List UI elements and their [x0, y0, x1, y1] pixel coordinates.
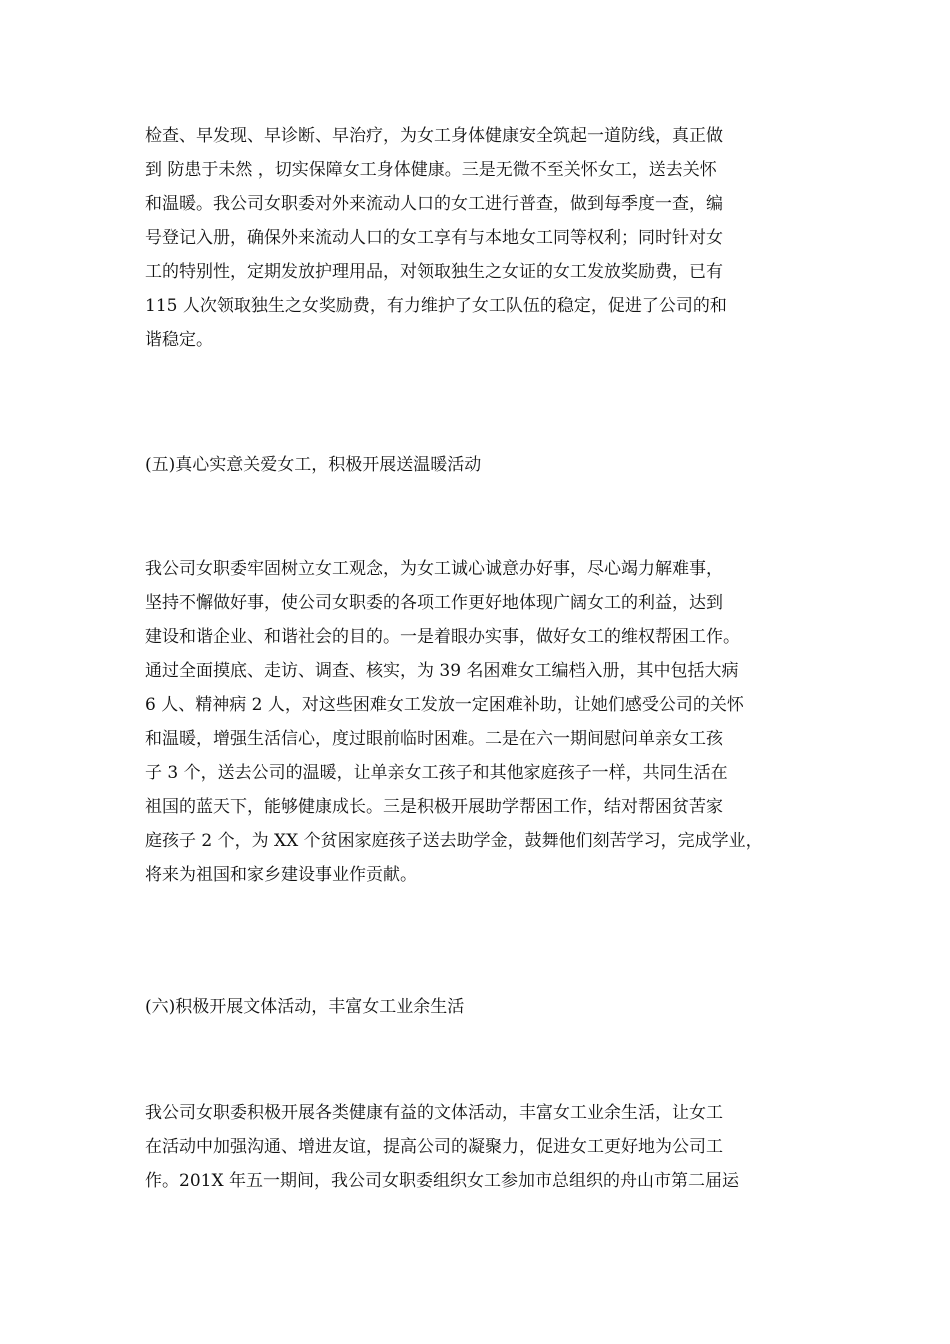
text-line: 到 防患于未然 ，切实保障女工身体健康。三是无微不至关怀女工，送去关怀: [145, 160, 717, 180]
paragraph-cultural-activities: [145, 1096, 825, 1198]
text-line: 工的特别性，定期发放护理用品，对领取独生之女证的女工发放奖励费，已有: [145, 262, 723, 282]
text-line: 祖国的蓝天下，能够健康成长。三是积极开展助学帮困工作，结对帮困贫苦家: [145, 797, 723, 817]
text-line: 通过全面摸底、走访、调查、核实，为 39 名困难女工编档入册，其中包括大病: [145, 661, 739, 681]
text-line: 和温暖，增强生活信心，度过眼前临时困难。二是在六一期间慰问单亲女工孩: [145, 729, 723, 749]
text-line: 作。201X 年五一期间，我公司女职委组织女工参加市总组织的舟山市第二届运: [145, 1171, 739, 1191]
paragraph-warmth-activities: [145, 552, 825, 892]
heading-text: (六)积极开展文体活动，丰富女工业余生活: [145, 997, 465, 1017]
text-line: 115 人次领取独生之女奖励费，有力维护了女工队伍的稳定，促进了公司的和: [145, 296, 727, 316]
text-line: 检查、早发现、早诊断、早治疗，为女工身体健康安全筑起一道防线，真正做: [145, 126, 723, 146]
section-heading-6: [145, 990, 825, 1024]
text-line: 子 3 个，送去公司的温暖，让单亲女工孩子和其他家庭孩子一样，共同生活在: [145, 763, 728, 783]
text-line: 我公司女职委牢固树立女工观念，为女工诚心诚意办好事，尽心竭力解难事，: [145, 559, 723, 579]
heading-text: (五)真心实意关爱女工，积极开展送温暖活动: [145, 455, 482, 475]
text-line: 6 人、精神病 2 人，对这些困难女工发放一定困难补助，让她们感受公司的关怀: [145, 695, 744, 715]
paragraph-health-care: [145, 119, 825, 357]
text-line: 坚持不懈做好事，使公司女职委的各项工作更好地体现广阔女工的利益，达到: [145, 593, 723, 613]
text-line: 在活动中加强沟通、增进友谊，提高公司的凝聚力，促进女工更好地为公司工: [145, 1137, 723, 1157]
text-line: 庭孩子 2 个，为 XX 个贫困家庭孩子送去助学金，鼓舞他们刻苦学习，完成学业，: [145, 831, 763, 851]
text-line: 我公司女职委积极开展各类健康有益的文体活动，丰富女工业余生活，让女工: [145, 1103, 723, 1123]
text-line: 和温暖。我公司女职委对外来流动人口的女工进行普查，做到每季度一查，编: [145, 194, 723, 214]
section-heading-5: [145, 448, 825, 482]
text-line: 谐稳定。: [145, 330, 213, 350]
text-line: 号登记入册，确保外来流动人口的女工享有与本地女工同等权利；同时针对女: [145, 228, 723, 248]
text-line: 将来为祖国和家乡建设事业作贡献。: [145, 865, 417, 885]
text-line: 建设和谐企业、和谐社会的目的。一是着眼办实事，做好女工的维权帮困工作。: [145, 627, 740, 647]
